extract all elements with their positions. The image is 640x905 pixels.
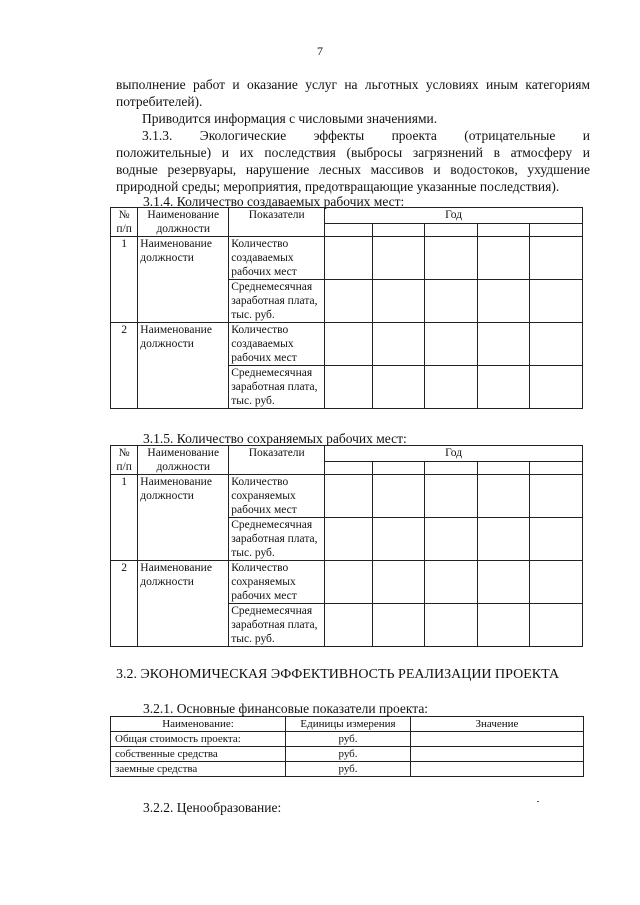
table-row: [111, 762, 584, 777]
fin-row-unit: руб.: [286, 747, 411, 762]
section-32-heading: 3.2. ЭКОНОМИЧЕСКАЯ ЭФФЕКТИВНОСТЬ РЕАЛИЗАЦИИ ПРОЕКТА: [116, 667, 560, 682]
fin-header-value: Значение: [411, 717, 584, 732]
section-322-caption: 3.2.2. Ценообразование:: [143, 800, 282, 815]
row-num: 2: [111, 323, 138, 409]
row-position: Наименование должности: [138, 561, 229, 647]
header-position: Наименование должности: [138, 208, 229, 237]
table-fin-caption: 3.2.1. Основные финансовые показатели проекта:: [143, 701, 429, 716]
indicator-wage: Среднемесячная заработная плата, тыс. руб.: [229, 518, 325, 561]
fin-header-name: Наименование:: [111, 717, 286, 732]
fin-row-value: [411, 732, 584, 747]
row-position: Наименование должности: [138, 237, 229, 323]
section-313-line-2: положительные) и их последствия (выбросы загрязнений в атмосферу и: [116, 145, 590, 160]
fin-row-value: [411, 762, 584, 777]
table-created-jobs: [110, 207, 583, 409]
header-year: Год: [325, 446, 583, 462]
fin-row-value: [411, 747, 584, 762]
section-313-line-4: природной среды; мероприятия, предотвращающие указанные последствия).: [116, 179, 560, 194]
header-position: Наименование должности: [138, 446, 229, 475]
row-position: Наименование должности: [138, 475, 229, 561]
indicator-count: Количество создаваемых рабочих мест: [229, 237, 325, 280]
table-row: [111, 561, 583, 604]
table-row: [111, 237, 583, 280]
indicator-wage: Среднемесячная заработная плата, тыс. руб.: [229, 280, 325, 323]
table-row: [111, 747, 584, 762]
fin-row-unit: руб.: [286, 732, 411, 747]
indicator-wage: Среднемесячная заработная плата, тыс. руб.: [229, 604, 325, 647]
row-num: 2: [111, 561, 138, 647]
fin-row-unit: руб.: [286, 762, 411, 777]
section-313-line-1: 3.1.3. Экологические эффекты проекта (отрицательные и: [142, 128, 590, 143]
page-number: 7: [317, 44, 323, 58]
indicator-count: Количество сохраняемых рабочих мест: [229, 475, 325, 518]
row-num: 1: [111, 237, 138, 323]
section-313-line-3: водные резервуары, нарушение лесных массивов и водостоков, ухудшение: [116, 162, 590, 177]
fin-header-unit: Единицы измерения: [286, 717, 411, 732]
indicator-wage: Среднемесячная заработная плата, тыс. руб.: [229, 366, 325, 409]
intro-line-1: выполнение работ и оказание услуг на льготных условиях иным категориям: [116, 77, 590, 92]
scan-speck: [537, 801, 539, 802]
header-indicators: Показатели: [229, 446, 325, 475]
indicator-count: Количество создаваемых рабочих мест: [229, 323, 325, 366]
table-saved-caption: 3.1.5. Количество сохраняемых рабочих мест:: [143, 431, 407, 446]
row-num: 1: [111, 475, 138, 561]
intro-line-2: потребителей).: [116, 94, 203, 109]
header-year: Год: [325, 208, 583, 224]
indicator-count: Количество сохраняемых рабочих мест: [229, 561, 325, 604]
fin-row-name: заемные средства: [111, 762, 286, 777]
table-row: [111, 323, 583, 366]
header-num: № п/п: [111, 446, 138, 475]
table-row: [111, 475, 583, 518]
row-position: Наименование должности: [138, 323, 229, 409]
table-created-caption: 3.1.4. Количество создаваемых рабочих мест:: [143, 194, 405, 209]
table-financial: [110, 716, 584, 777]
fin-row-name: Общая стоимость проекта:: [111, 732, 286, 747]
header-indicators: Показатели: [229, 208, 325, 237]
table-saved-jobs: [110, 445, 583, 647]
fin-row-name: собственные средства: [111, 747, 286, 762]
header-num: № п/п: [111, 208, 138, 237]
table-row: [111, 732, 584, 747]
intro-line-3: Приводится информация с числовыми значениями.: [142, 111, 438, 126]
